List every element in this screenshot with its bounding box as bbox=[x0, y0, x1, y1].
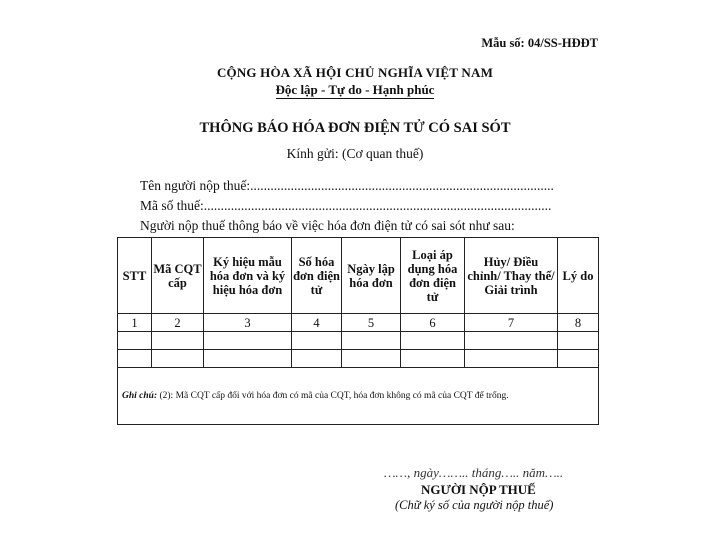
intro-text: Người nộp thuế thông báo về việc hóa đơn điện tử có sai sót như sau: bbox=[140, 218, 515, 233]
column-number: 3 bbox=[204, 314, 292, 332]
table-cell bbox=[342, 350, 401, 368]
table-cell bbox=[292, 332, 342, 350]
table-cell bbox=[152, 350, 204, 368]
table-cell bbox=[152, 332, 204, 350]
column-number: 4 bbox=[292, 314, 342, 332]
table-cell bbox=[465, 350, 558, 368]
column-number: 1 bbox=[118, 314, 152, 332]
signature-date-line: ……, ngày…….. tháng….. năm….. bbox=[384, 465, 564, 480]
signature-subtitle: (Chữ ký số của người nộp thuế) bbox=[395, 498, 554, 512]
motto-text: Độc lập - Tự do - Hạnh phúc bbox=[275, 82, 435, 97]
column-number: 5 bbox=[342, 314, 401, 332]
table-cell bbox=[558, 332, 599, 350]
table-row bbox=[118, 332, 599, 350]
column-header: Số hóa đơn điện tử bbox=[292, 238, 342, 314]
taxpayer-name-field: Tên người nộp thuế:.......................................................................................... bbox=[140, 178, 554, 193]
column-number-row bbox=[118, 314, 599, 332]
table-cell bbox=[465, 332, 558, 350]
recipient-line: Kính gửi: (Cơ quan thuế) bbox=[286, 146, 424, 161]
table-cell bbox=[401, 332, 465, 350]
table-cell bbox=[342, 332, 401, 350]
note-row bbox=[118, 368, 599, 425]
column-header: Lý do bbox=[558, 238, 599, 314]
tax-code-field: Mã số thuế:....................................................................................................... bbox=[140, 198, 552, 213]
column-header: Mã CQT cấp bbox=[152, 238, 204, 314]
column-number: 2 bbox=[152, 314, 204, 332]
document-title: THÔNG BÁO HÓA ĐƠN ĐIỆN TỬ CÓ SAI SÓT bbox=[199, 120, 511, 136]
table-cell bbox=[204, 350, 292, 368]
column-number: 6 bbox=[401, 314, 465, 332]
column-number: 7 bbox=[465, 314, 558, 332]
table-cell bbox=[118, 350, 152, 368]
table-cell bbox=[558, 350, 599, 368]
column-header: Ngày lập hóa đơn bbox=[342, 238, 401, 314]
signature-title: NGƯỜI NỘP THUẾ bbox=[421, 482, 536, 497]
column-header: Loại áp dụng hóa đơn điện tử bbox=[401, 238, 465, 314]
national-header: CỘNG HÒA XÃ HỘI CHỦ NGHĨA VIỆT NAM bbox=[216, 65, 494, 80]
table-row bbox=[118, 350, 599, 368]
column-header: STT bbox=[118, 238, 152, 314]
national-motto bbox=[0, 82, 710, 98]
table-header-row bbox=[118, 238, 599, 314]
table-cell bbox=[292, 350, 342, 368]
note-label: Ghi chú: bbox=[122, 391, 158, 401]
note-text: (2): Mã CQT cấp đối với hóa đơn có mã của CQT, hóa đơn không có mã của CQT để trống. bbox=[157, 391, 509, 401]
table-cell bbox=[204, 332, 292, 350]
column-number: 8 bbox=[558, 314, 599, 332]
table-cell bbox=[118, 332, 152, 350]
error-invoice-table bbox=[117, 237, 599, 425]
column-header: Hủy/ Điều chỉnh/ Thay thế/ Giải trình bbox=[465, 238, 558, 314]
table-cell bbox=[401, 350, 465, 368]
column-header: Ký hiệu mẫu hóa đơn và ký hiệu hóa đơn bbox=[204, 238, 292, 314]
form-code: Mẫu số: 04/SS-HĐĐT bbox=[481, 36, 598, 50]
note-cell bbox=[118, 368, 599, 425]
